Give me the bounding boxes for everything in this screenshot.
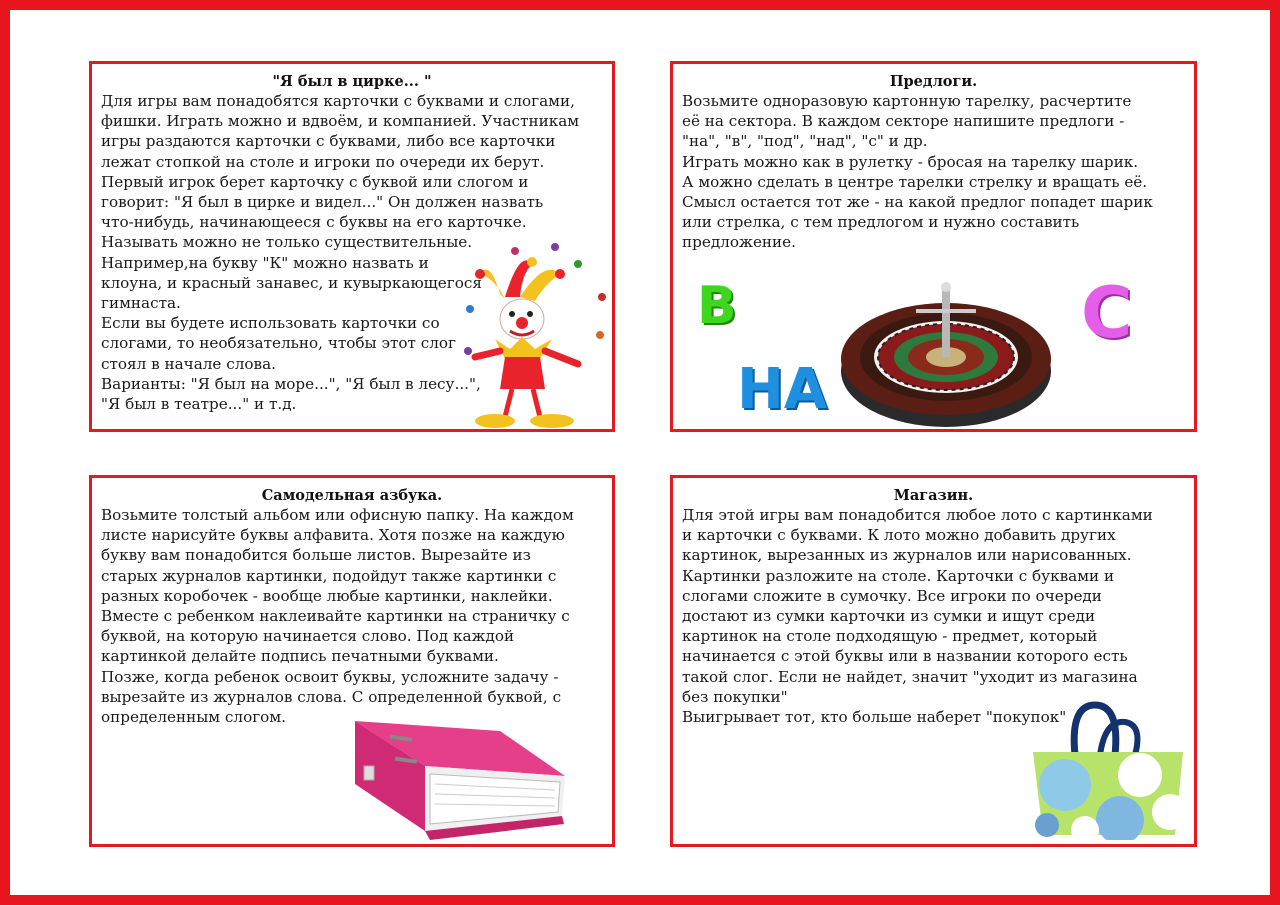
card-text: Возьмите толстый альбом или офисную папку. На каждом листе нарисуйте буквы алфавита. Хотя позже на каждую букву вам понадобится больше листов. Вырезайте из старых журналов картинки, подойдут также картинки с разных коробочек - вообще любые картинки, наклейки. Вместе с ребенком наклеивайте картинки на страничку с буквой, на которую начинается слово. Под каждой картинкой делайте подпись печатными буквами. Позже, когда ребенок освоит буквы, усложните задачу - вырезайте из журналов слова. С определенной буквой, с определенным слогом. bbox=[101, 506, 574, 727]
card-alphabet bbox=[89, 475, 615, 847]
letter-s: С bbox=[1081, 272, 1133, 354]
card-title: "Я был в цирке... " bbox=[272, 73, 432, 90]
roulette-wheel-picture bbox=[836, 269, 1056, 432]
card-prepositions bbox=[670, 61, 1197, 432]
card-title: Предлоги. bbox=[889, 73, 978, 90]
card-text: Для этой игры вам понадобится любое лото с картинками и карточки с буквами. К лото можно добавить других картинок, вырезанных из журналов или нарисованных. Картинки разложите на столе. Карточки с буквами и слогами сложите в сумочку. Все игроки по очереди достают из сумки карточки из сумки и ищут среди картинок на столе подходящую - предмет, который начинается с этой буквы или в названии которого есть такой слог. Если не найдет, значит "уходит из магазина без покупки" Выигрывает тот, кто больше наберет "покупок" bbox=[682, 506, 1153, 727]
letter-na: НА bbox=[737, 357, 828, 422]
card-shop bbox=[670, 475, 1197, 847]
card-title: Магазин. bbox=[893, 487, 974, 504]
letter-v: В bbox=[697, 276, 737, 336]
card-title: Самодельная азбука. bbox=[261, 487, 443, 504]
card-text: Возьмите одноразовую картонную тарелку, расчертите её на сектора. В каждом секторе напишите предлоги - "на", "в", "под", "над", "с" и др. Играть можно как в рулетку - бросая на тарелку шарик. А можно сделать в центре тарелки стрелку и вращать её. Смысл остается тот же - на какой предлог попадет шарик или стрелка, с тем предлогом и нужно составить предложение. bbox=[682, 92, 1153, 252]
card-text: Для игры вам понадобятся карточки с буквами и слогами, фишки. Играть можно и вдвоём, и компанией. Участникам игры раздаются карточки с буквами, либо все карточки лежат стопкой на столе и игроки по очереди их берут. Первый игрок берет карточку с буквой или слогом и говорит: "Я был в цирке и видел..." Он должен назвать что-нибудь, начинающееся с буквы на его карточке. Называть можно не только существительные. Например,на букву "К" можно назвать и клоуна, и красный занавес, и кувыркающегося гимнаста. Если вы будете использовать карточки со слогами, то необязательно, чтобы этот слог стоял в начале слова. Варианты: "Я был на море...", "Я был в лесу...", "Я был в театре..." и т.д. bbox=[101, 92, 580, 414]
ring-binder-folder-picture bbox=[350, 716, 570, 841]
card-circus bbox=[89, 61, 615, 432]
